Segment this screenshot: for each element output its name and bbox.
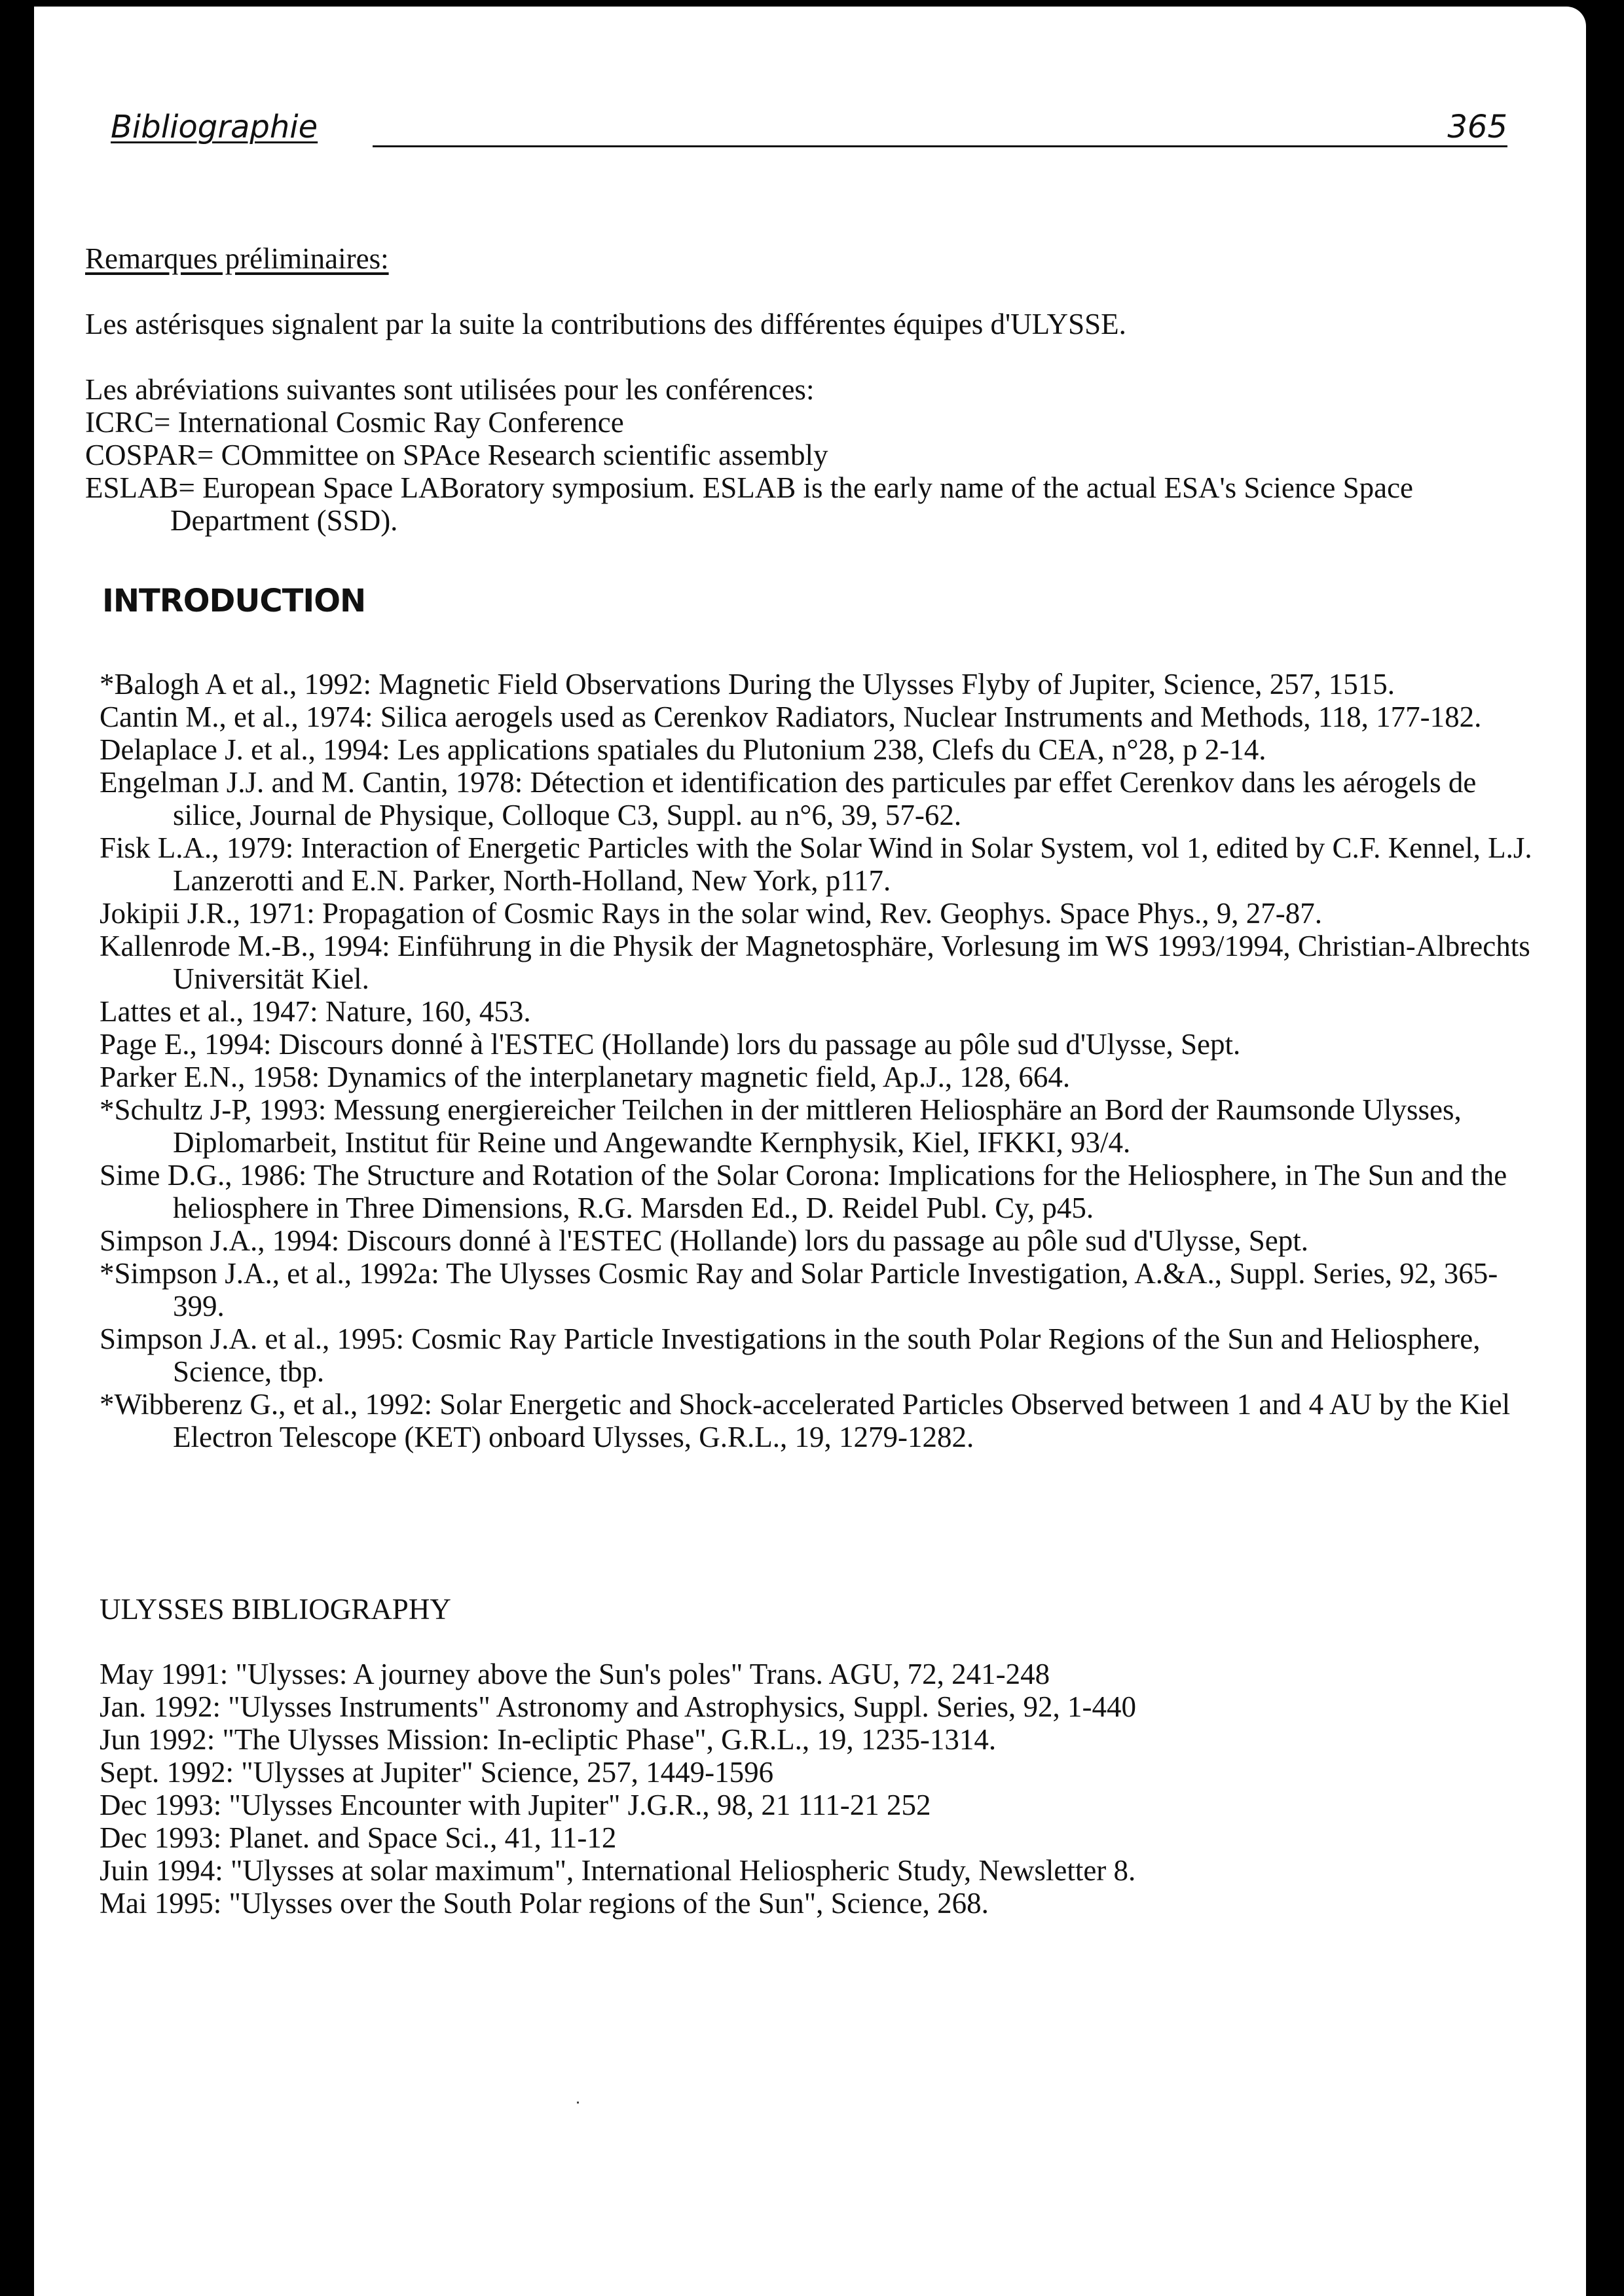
asterisk-note: Les astérisques signalent par la suite la contributions des différentes équipes d'ULYSSE. bbox=[85, 308, 1126, 340]
reference-item: Jokipii J.R., 1971: Propagation of Cosmic Rays in the solar wind, Rev. Geophys. Space Phys., 9, 27-87. bbox=[100, 897, 1322, 930]
preliminary-heading: Remarques préliminaires: bbox=[85, 242, 389, 275]
reference-item: *Wibberenz G., et al., 1992: Solar Energetic and Shock-accelerated Particles Observed between 1 and 4 AU by the Kiel Electron Telescope (KET) onboard Ulysses, G.R.L., 19, 1279-1282. bbox=[100, 1388, 1511, 1453]
document-page bbox=[34, 7, 1586, 2296]
reference-item: Parker E.N., 1958: Dynamics of the interplanetary magnetic field, Ap.J., 128, 664. bbox=[100, 1061, 1071, 1093]
reference-list bbox=[100, 668, 1534, 1453]
abbreviation-item: COSPAR= COmmittee on SPAce Research scientific assembly bbox=[85, 439, 828, 471]
ulysses-bibliography-title: ULYSSES BIBLIOGRAPHY bbox=[100, 1593, 451, 1626]
reference-item: Simpson J.A. et al., 1995: Cosmic Ray Particle Investigations in the south Polar Regions of the Sun and Heliosphere, Science, tbp. bbox=[100, 1322, 1481, 1388]
abbreviation-item: ESLAB= European Space LABoratory symposium. ESLAB is the early name of the actual ESA's Science Space Department (SSD). bbox=[85, 471, 1414, 537]
page-header bbox=[111, 109, 1507, 155]
reference-item: Delaplace J. et al., 1994: Les applications spatiales du Plutonium 238, Clefs du CEA, n°28, p 2-14. bbox=[100, 733, 1266, 766]
reference-item: Lattes et al., 1947: Nature, 160, 453. bbox=[100, 995, 531, 1028]
reference-item: Simpson J.A., 1994: Discours donné à l'ESTEC (Hollande) lors du passage au pôle sud d'Ulysse, Sept. bbox=[100, 1224, 1309, 1257]
abbreviation-item: ICRC= International Cosmic Ray Conference bbox=[85, 406, 624, 439]
bibliography-entry: Mai 1995: "Ulysses over the South Polar regions of the Sun", Science, 268. bbox=[100, 1887, 989, 1920]
reference-item: Engelman J.J. and M. Cantin, 1978: Détection et identification des particules par effet Cerenkov dans les aérogels de silice, Journal de Physique, Colloque C3, Suppl. au n°6, 39, 57-62. bbox=[100, 766, 1477, 831]
abbreviations-intro: Les abréviations suivantes sont utilisées pour les conférences: bbox=[85, 373, 815, 406]
bibliography-entry: Jan. 1992: "Ulysses Instruments" Astronomy and Astrophysics, Suppl. Series, 92, 1-440 bbox=[100, 1690, 1136, 1723]
reference-item: Cantin M., et al., 1974: Silica aerogels used as Cerenkov Radiators, Nuclear Instruments and Methods, 118, 177-182. bbox=[100, 701, 1482, 733]
reference-item: *Balogh A et al., 1992: Magnetic Field Observations During the Ulysses Flyby of Jupiter, Science, 257, 1515. bbox=[100, 668, 1395, 701]
reference-item: Fisk L.A., 1979: Interaction of Energetic Particles with the Solar Wind in Solar System, vol 1, edited by C.F. Kennel, L.J. Lanzerotti and E.N. Parker, North-Holland, New York, p117. bbox=[100, 831, 1532, 897]
bibliography-entry: Jun 1992: "The Ulysses Mission: In-ecliptic Phase", G.R.L., 19, 1235-1314. bbox=[100, 1723, 997, 1756]
reference-item: Page E., 1994: Discours donné à l'ESTEC (Hollande) lors du passage au pôle sud d'Ulysse, Sept. bbox=[100, 1028, 1241, 1061]
ulysses-bibliography-list bbox=[100, 1658, 1534, 1920]
reference-item: Sime D.G., 1986: The Structure and Rotation of the Solar Corona: Implications for the Heliosphere, in The Sun and the heliosphere in Three Dimensions, R.G. Marsden Ed., D. Reidel Publ. Cy, p45. bbox=[100, 1159, 1507, 1224]
reference-item: Kallenrode M.-B., 1994: Einführung in die Physik der Magnetosphäre, Vorlesung im WS 1993/1994, Christian-Albrechts Universität Kiel. bbox=[100, 930, 1530, 995]
bibliography-entry: Dec 1993: "Ulysses Encounter with Jupiter" J.G.R., 98, 21 111-21 252 bbox=[100, 1789, 931, 1821]
header-rule bbox=[373, 145, 1507, 147]
header-title: Bibliographie bbox=[111, 109, 318, 145]
bibliography-entry: Juin 1994: "Ulysses at solar maximum", International Heliospheric Study, Newsletter 8. bbox=[100, 1854, 1136, 1887]
scan-speck bbox=[577, 2102, 579, 2104]
preliminary-remarks bbox=[85, 242, 1539, 537]
bibliography-entry: May 1991: "Ulysses: A journey above the Sun's poles" Trans. AGU, 72, 241-248 bbox=[100, 1658, 1050, 1690]
introduction-title: INTRODUCTION bbox=[102, 583, 366, 619]
reference-item: *Schultz J-P, 1993: Messung energiereicher Teilchen in der mittleren Heliosphäre an Bord der Raumsonde Ulysses, Diplomarbeit, Institut für Reine und Angewandte Kernphysik, Kiel, IFKKI, 93/4. bbox=[100, 1093, 1462, 1159]
reference-item: *Simpson J.A., et al., 1992a: The Ulysses Cosmic Ray and Solar Particle Investigation, A.&A., Suppl. Series, 92, 365-399. bbox=[100, 1257, 1498, 1322]
bibliography-entry: Dec 1993: Planet. and Space Sci., 41, 11-12 bbox=[100, 1821, 617, 1854]
page-number: 365 bbox=[1447, 109, 1507, 145]
bibliography-entry: Sept. 1992: "Ulysses at Jupiter" Science, 257, 1449-1596 bbox=[100, 1756, 774, 1789]
